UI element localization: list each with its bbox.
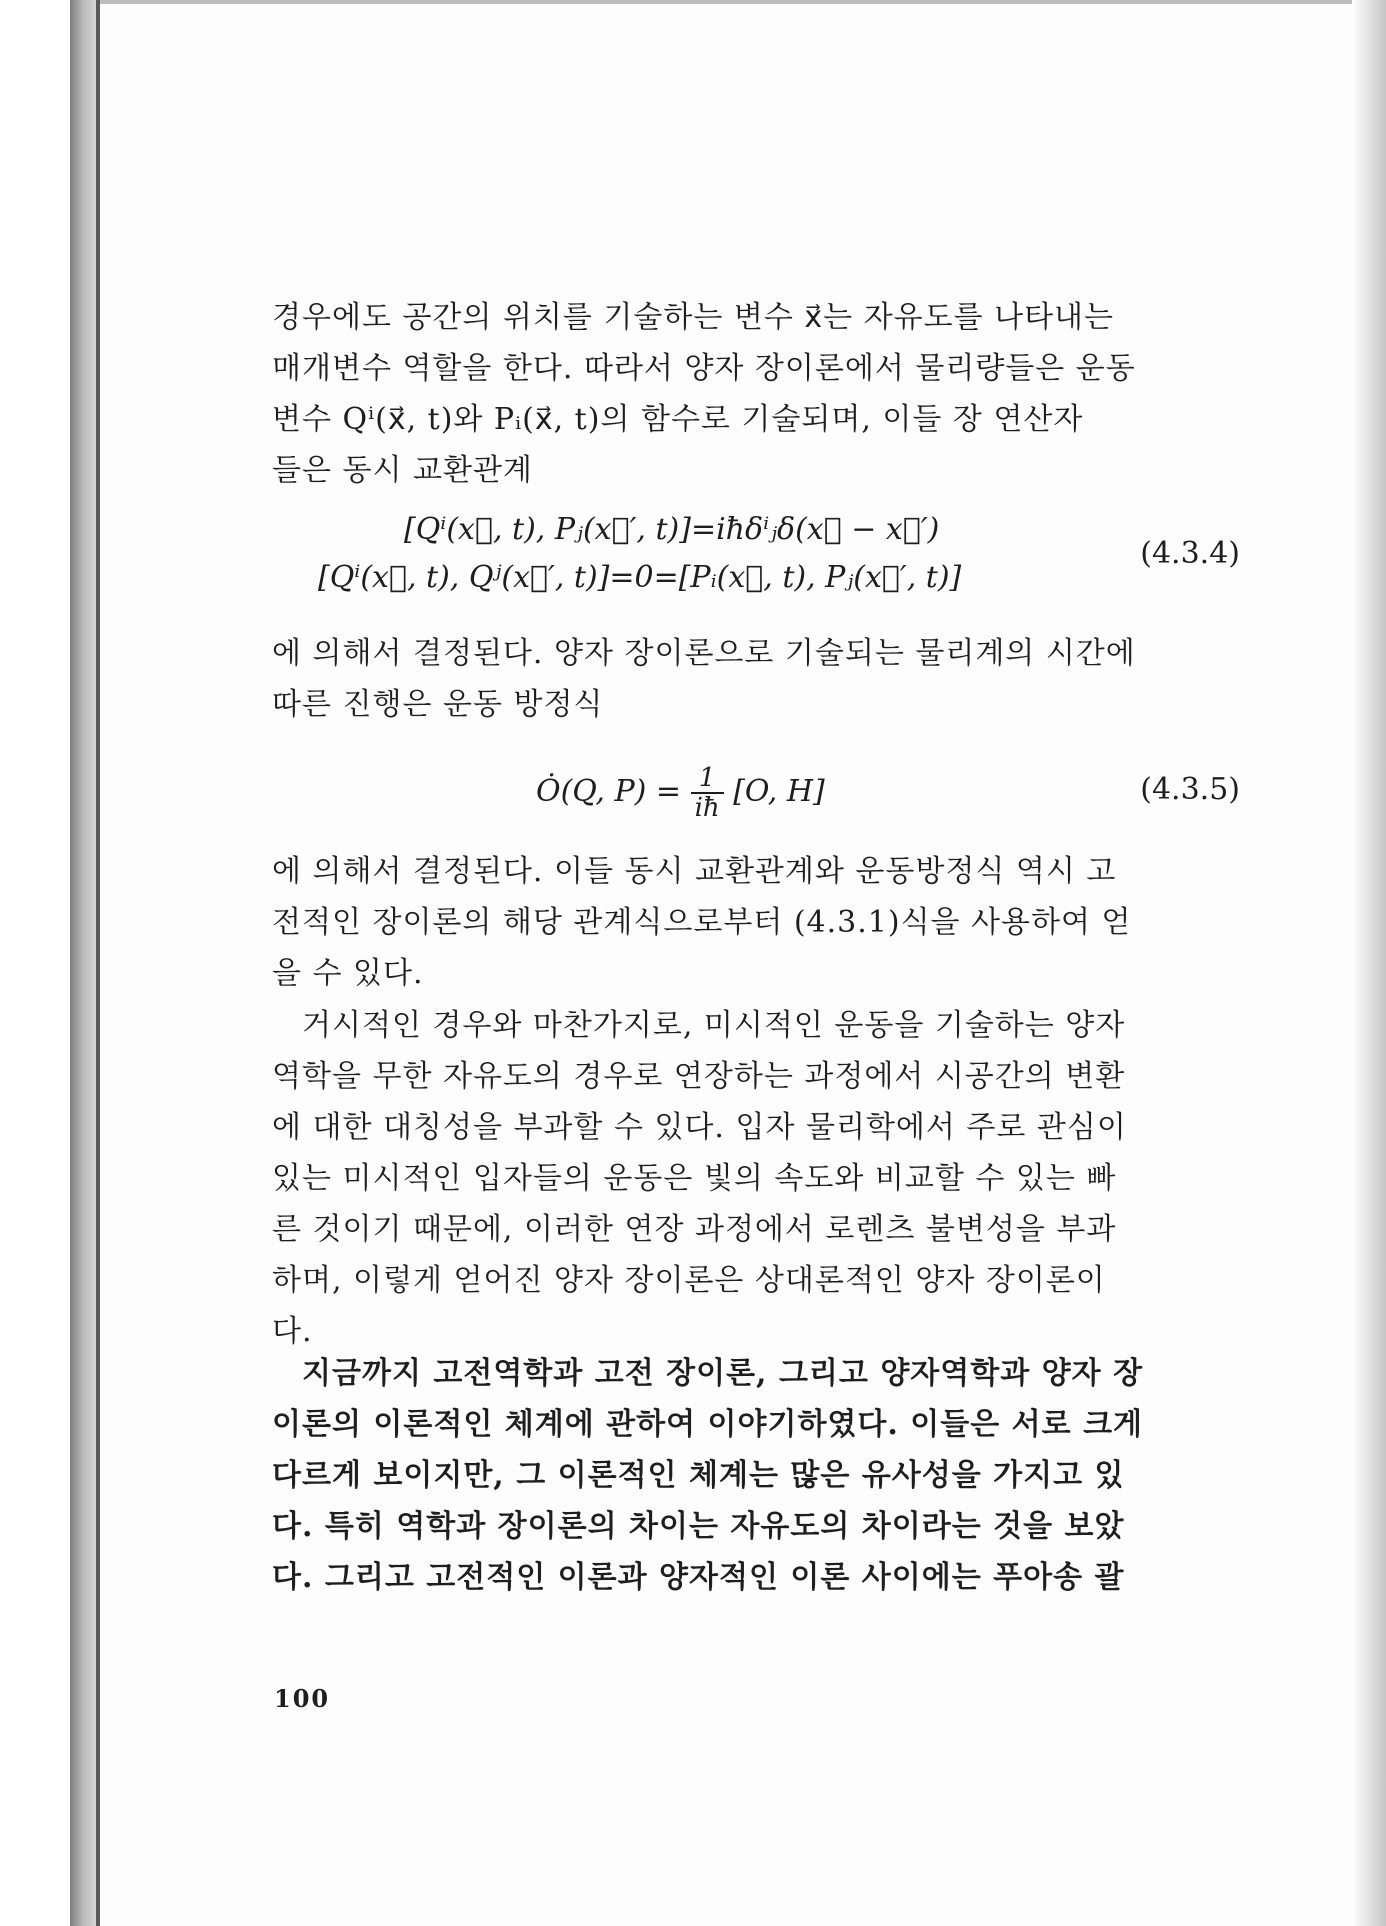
text-line: 이론의 이론적인 체계에 관하여 이야기하였다. 이들은 서로 크게 xyxy=(272,1407,1144,1442)
paragraph-2 xyxy=(272,628,1240,730)
equation-number: (4.3.4) xyxy=(1140,536,1240,571)
text-line: 에 대한 대칭성을 부과할 수 있다. 입자 물리학에서 주로 관심이 xyxy=(272,1110,1127,1145)
paragraph-5 xyxy=(272,1348,1240,1603)
text-line: 역학을 무한 자유도의 경우로 연장하는 과정에서 시공간의 변환 xyxy=(272,1059,1126,1094)
equation-body xyxy=(536,764,825,822)
equation-line: [Qⁱ(x⃗, t), Qʲ(x⃗′, t)]=0=[Pᵢ(x⃗, t), Pⱼ(x⃗′, t)] xyxy=(318,560,962,595)
page-right-shadow xyxy=(1352,0,1386,1926)
fraction-denominator: iħ xyxy=(694,793,720,823)
text-line: 하며, 이렇게 얻어진 양자 장이론은 상대론적인 양자 장이론이 xyxy=(272,1263,1106,1298)
text-line: 들은 동시 교환관계 xyxy=(272,453,533,488)
equation-number: (4.3.5) xyxy=(1140,772,1240,807)
text-line: 변수 Qⁱ(x⃗, t)와 Pᵢ(x⃗, t)의 함수로 기술되며, 이들 장 연산자 xyxy=(272,402,1084,437)
text-line: 따른 진행은 운동 방정식 xyxy=(272,687,604,722)
text-line: 다. xyxy=(272,1314,313,1349)
text-line: 에 의해서 결정된다. 이들 동시 교환관계와 운동방정식 역시 고 xyxy=(272,854,1117,889)
text-line: 다. 그리고 고전적인 이론과 양자적인 이론 사이에는 푸아송 괄 xyxy=(272,1560,1125,1595)
fraction xyxy=(691,764,724,822)
equation-line: [Qⁱ(x⃗, t), Pⱼ(x⃗′, t)]=iħδⁱⱼδ(x⃗ − x⃗′) xyxy=(404,512,940,547)
text-line: 에 의해서 결정된다. 양자 장이론으로 기술되는 물리계의 시간에 xyxy=(272,636,1136,671)
equation-4-3-5 xyxy=(272,758,1240,822)
equation-lhs: Ȯ(Q, P) = xyxy=(536,774,682,809)
text-line: 른 것이기 때문에, 이러한 연장 과정에서 로렌츠 불변성을 부과 xyxy=(272,1212,1117,1247)
text-line: 지금까지 고전역학과 고전 장이론, 그리고 양자역학과 양자 장 xyxy=(302,1356,1144,1391)
text-line: 을 수 있다. xyxy=(272,956,424,991)
text-line: 매개변수 역할을 한다. 따라서 양자 장이론에서 물리량들은 운동 xyxy=(272,351,1136,386)
book-spine xyxy=(70,0,96,1926)
text-line: 다. 특히 역학과 장이론의 차이는 자유도의 차이라는 것을 보았 xyxy=(272,1509,1125,1544)
text-line: 전적인 장이론의 해당 관계식으로부터 (4.3.1)식을 사용하여 얻 xyxy=(272,905,1132,940)
page-number: 100 xyxy=(274,1684,331,1713)
text-line: 있는 미시적인 입자들의 운동은 빛의 속도와 비교할 수 있는 빠 xyxy=(272,1161,1117,1196)
text-line: 경우에도 공간의 위치를 기술하는 변수 x⃗는 자유도를 나타내는 xyxy=(272,300,1115,335)
text-line: 다르게 보이지만, 그 이론적인 체계는 많은 유사성을 가지고 있 xyxy=(272,1458,1125,1493)
paragraph-4 xyxy=(272,1000,1240,1357)
fraction-numerator: 1 xyxy=(691,764,724,794)
equation-4-3-4 xyxy=(272,512,1240,602)
paragraph-3 xyxy=(272,846,1240,999)
equation-rhs: [O, H] xyxy=(733,774,825,809)
paragraph-1 xyxy=(272,292,1240,496)
text-line: 거시적인 경우와 마찬가지로, 미시적인 운동을 기술하는 양자 xyxy=(302,1008,1126,1043)
